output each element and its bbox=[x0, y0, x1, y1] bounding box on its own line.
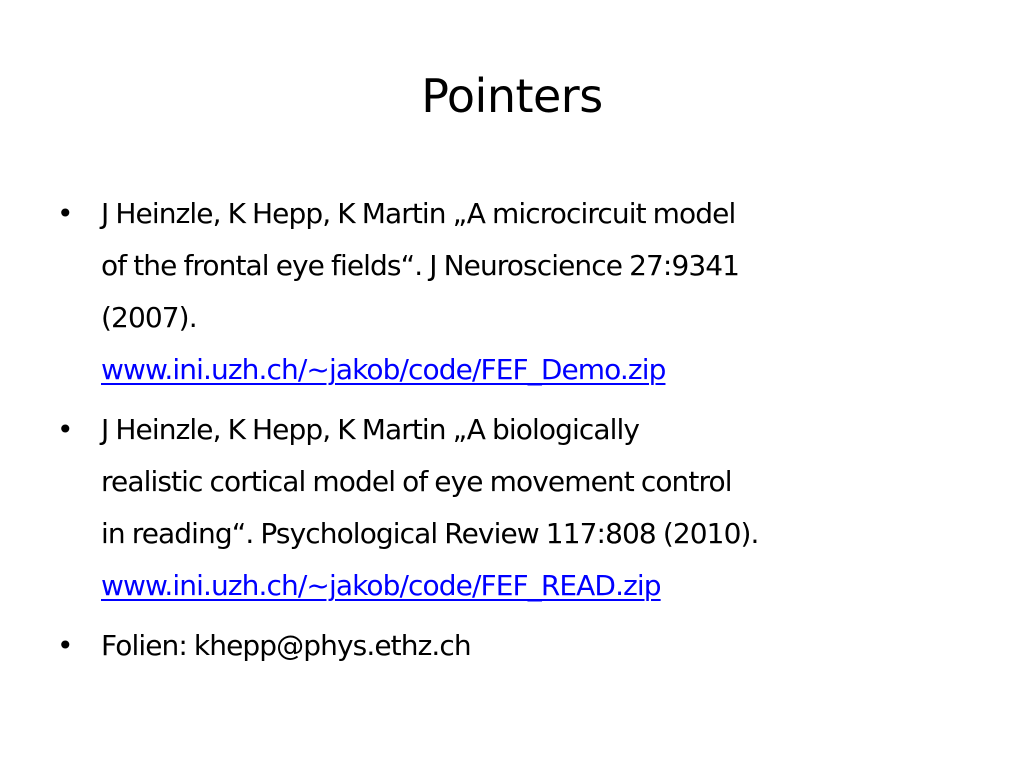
bullet-dot-icon: • bbox=[57, 197, 73, 230]
reference-text bbox=[101, 188, 967, 396]
fef-demo-link[interactable]: www.ini.uzh.ch/~jakob/code/FEF_Demo.zip bbox=[101, 353, 666, 386]
reference-line: J Heinzle, K Hepp, K Martin „A microcircuit model bbox=[101, 197, 736, 230]
reference-line: of the frontal eye fields“. J Neuroscience 27:9341 bbox=[101, 249, 740, 282]
bullet-item-heinzle-2007 bbox=[57, 188, 967, 396]
bullet-item-folien bbox=[57, 620, 967, 672]
bullet-item-heinzle-2010 bbox=[57, 404, 967, 612]
bullet-dot-icon: • bbox=[57, 629, 73, 662]
contact-text bbox=[101, 620, 967, 672]
bullet-dot-icon: • bbox=[57, 413, 73, 446]
reference-line: realistic cortical model of eye movement control bbox=[101, 465, 732, 498]
slide-title: Pointers bbox=[421, 69, 603, 123]
contact-line: Folien: khepp@phys.ethz.ch bbox=[101, 629, 471, 662]
reference-text bbox=[101, 404, 967, 612]
reference-line: in reading“. Psychological Review 117:808 (2010). bbox=[101, 517, 759, 550]
reference-line: J Heinzle, K Hepp, K Martin „A biologically bbox=[101, 413, 640, 446]
bullet-list bbox=[57, 188, 967, 680]
fef-read-link[interactable]: www.ini.uzh.ch/~jakob/code/FEF_READ.zip bbox=[101, 569, 661, 602]
reference-line: (2007). bbox=[101, 301, 197, 334]
